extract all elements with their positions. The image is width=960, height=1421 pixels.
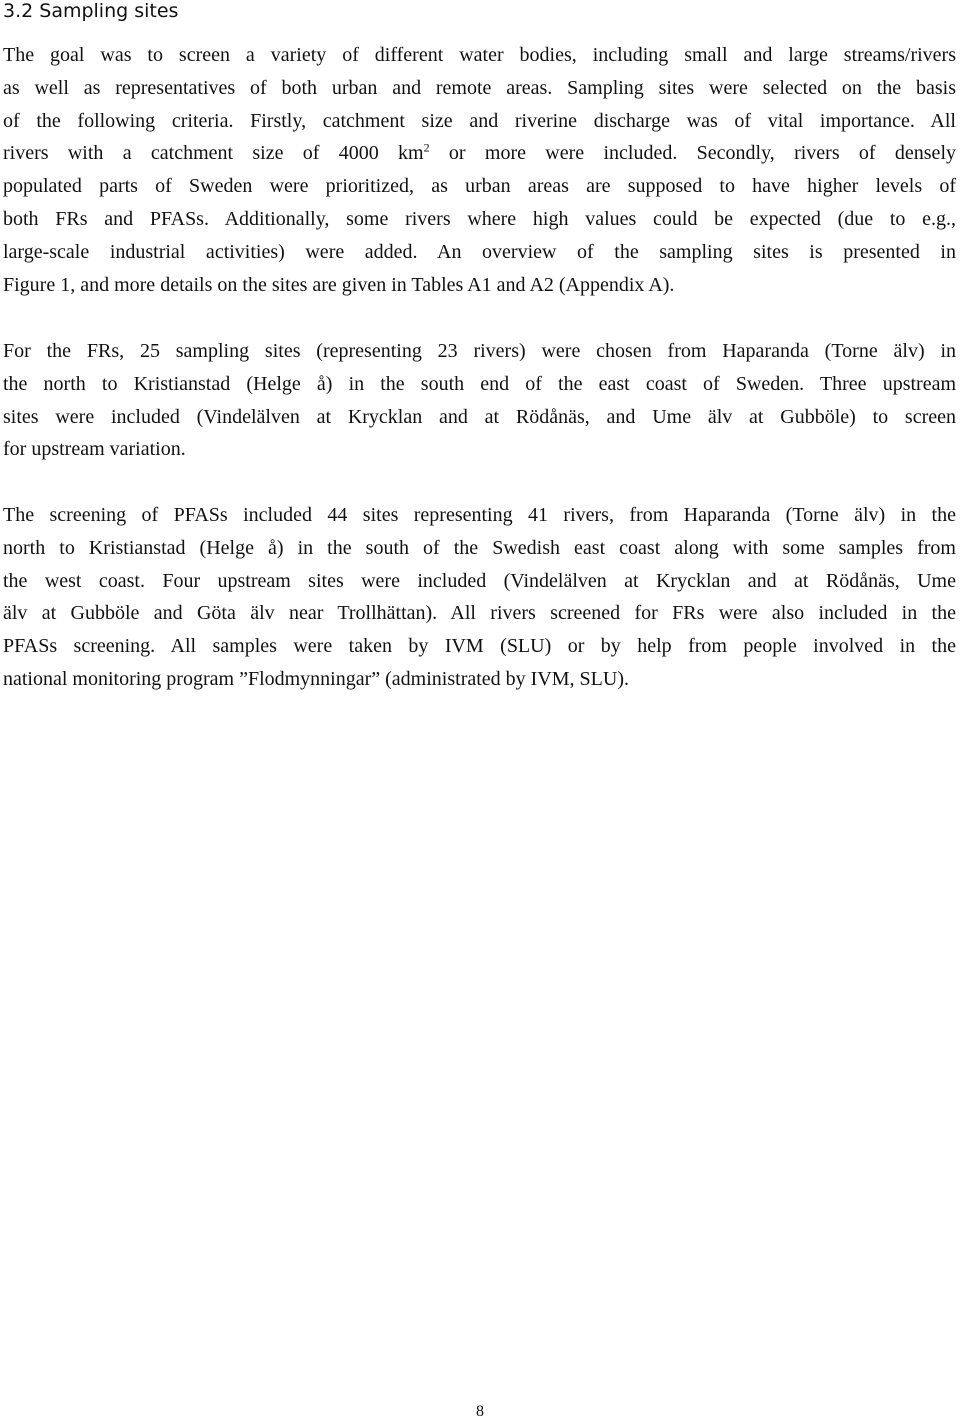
- page-number: 8: [476, 1403, 484, 1420]
- text-line: both FRs and PFASs. Additionally, some rivers where high values could be expected (due to e.g.,: [3, 207, 956, 230]
- text-line: large-scale industrial activities) were added. An overview of the sampling sites is presented in: [3, 240, 956, 263]
- superscript: 2: [423, 140, 430, 155]
- section-heading: 3.2 Sampling sites: [3, 0, 179, 22]
- text-line: älv at Gubböle and Göta älv near Trollhättan). All rivers screened for FRs were also included in the: [3, 602, 956, 625]
- text-line: The goal was to screen a variety of different water bodies, including small and large streams/rivers: [3, 44, 956, 66]
- text-line: the north to Kristianstad (Helge å) in the south end of the east coast of Sweden. Three upstream: [3, 372, 956, 395]
- text-line: populated parts of Sweden were prioritized, as urban areas are supposed to have higher levels of: [3, 175, 956, 198]
- text-line: north to Kristianstad (Helge å) in the south of the Swedish east coast along with some samples from: [3, 536, 956, 559]
- text-line-with-superscript: [3, 137, 956, 170]
- text-fragment: rivers with a catchment size of 4000 km: [3, 142, 424, 165]
- text-line: For the FRs, 25 sampling sites (representing 23 rivers) were chosen from Haparanda (Torne älv) in: [3, 340, 956, 362]
- text-line: national monitoring program ”Flodmynningar” (administrated by IVM, SLU).: [3, 667, 629, 690]
- paragraph-goal: [3, 39, 956, 301]
- paragraph-pfas-screening: [3, 499, 956, 696]
- text-line: Figure 1, and more details on the sites are given in Tables A1 and A2 (Appendix A).: [3, 273, 675, 296]
- text-line: of the following criteria. Firstly, catchment size and riverine discharge was of vital importance. All: [3, 109, 956, 132]
- text-line: PFASs screening. All samples were taken by IVM (SLU) or by help from people involved in the: [3, 635, 956, 658]
- paragraph-fr-sites: [3, 335, 956, 466]
- text-line: the west coast. Four upstream sites were included (Vindelälven at Krycklan and at Rödånäs, Ume: [3, 569, 956, 592]
- text-line: The screening of PFASs included 44 sites representing 41 rivers, from Haparanda (Torne älv) in the: [3, 504, 956, 526]
- text-fragment: or more were included. Secondly, rivers of densely: [429, 142, 956, 165]
- text-line: for upstream variation.: [3, 438, 186, 461]
- text-line: as well as representatives of both urban and remote areas. Sampling sites were selected on the basis: [3, 76, 956, 99]
- text-line: sites were included (Vindelälven at Krycklan and at Rödånäs, and Ume älv at Gubböle) to screen: [3, 405, 956, 428]
